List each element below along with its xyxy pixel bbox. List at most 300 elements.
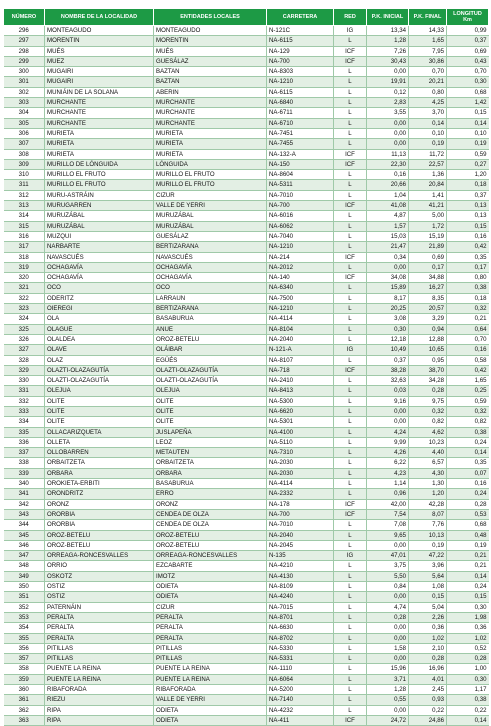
cell-red: L [334,664,367,674]
cell-localidad: ORONDRITZ [45,489,154,499]
table-row [4,582,489,592]
cell-pk-final: 0,15 [409,592,447,602]
cell-carretera: NA-132-A [267,149,334,159]
cell-pk-inicial: 24,72 [367,715,409,725]
cell-localidad: OLAZ [45,355,154,365]
cell-red: L [334,458,367,468]
cell-red: L [334,128,367,138]
cell-longitud: 0,18 [447,293,489,303]
cell-carretera: N-135 [267,551,334,561]
cell-pk-inicial: 12,18 [367,334,409,344]
cell-red: L [334,211,367,221]
cell-numero: 349 [4,571,45,581]
cell-entidades: ODIETA [154,705,267,715]
cell-localidad: OROZ-BETELU [45,530,154,540]
table-row [4,180,489,190]
cell-entidades: CENDEA DE OLZA [154,509,267,519]
cell-carretera: NA-700 [267,201,334,211]
cell-red: L [334,427,367,437]
cell-longitud: 0,21 [447,561,489,571]
table-row [4,170,489,180]
cell-entidades: MURIETA [154,128,267,138]
cell-longitud: 0,19 [447,139,489,149]
cell-pk-final: 4,30 [409,468,447,478]
cell-entidades: MONTEAGUDO [154,26,267,36]
header-longitud: LONGITUD Km [447,9,489,26]
cell-pk-final: 1,36 [409,170,447,180]
cell-carretera: NA-2040 [267,530,334,540]
cell-numero: 317 [4,242,45,252]
cell-pk-inicial: 0,96 [367,489,409,499]
cell-longitud: 1,65 [447,376,489,386]
cell-longitud: 0,35 [447,458,489,468]
cell-localidad: OLAZTI-OLAZAGUTÍA [45,365,154,375]
cell-carretera: NA-6710 [267,118,334,128]
cell-localidad: NAVASCUÉS [45,252,154,262]
cell-pk-final: 6,57 [409,458,447,468]
cell-longitud: 0,14 [447,715,489,725]
cell-red: L [334,304,367,314]
cell-localidad: ODERITZ [45,293,154,303]
cell-entidades: OLITE [154,417,267,427]
cell-pk-inicial: 10,49 [367,345,409,355]
cell-numero: 302 [4,87,45,97]
cell-pk-inicial: 0,00 [367,139,409,149]
cell-localidad: ORORBIA [45,509,154,519]
cell-carretera: NA-7455 [267,139,334,149]
cell-carretera: NA-5301 [267,417,334,427]
cell-pk-inicial: 0,37 [367,355,409,365]
cell-pk-final: 1,72 [409,221,447,231]
cell-pk-final: 10,65 [409,345,447,355]
table-row [4,386,489,396]
cell-carretera: NA-7310 [267,448,334,458]
cell-localidad: MURIETA [45,139,154,149]
cell-pk-final: 5,00 [409,211,447,221]
cell-numero: 336 [4,437,45,447]
cell-carretera: NA-1110 [267,664,334,674]
table-row [4,242,489,252]
cell-numero: 340 [4,479,45,489]
cell-numero: 337 [4,448,45,458]
cell-red: L [334,592,367,602]
cell-pk-inicial: 38,28 [367,365,409,375]
table-row [4,427,489,437]
cell-red: L [334,242,367,252]
cell-entidades: VALLE DE YERRI [154,201,267,211]
table-row [4,304,489,314]
cell-numero: 326 [4,334,45,344]
cell-entidades: ORONZ [154,499,267,509]
cell-localidad: OROKIETA-ERBITI [45,479,154,489]
cell-numero: 301 [4,77,45,87]
cell-pk-inicial: 6,22 [367,458,409,468]
cell-pk-inicial: 7,08 [367,520,409,530]
table-row [4,458,489,468]
cell-red: L [334,685,367,695]
cell-numero: 320 [4,273,45,283]
cell-localidad: OSTIZ [45,582,154,592]
cell-carretera: NA-5110 [267,437,334,447]
cell-pk-final: 5,04 [409,602,447,612]
cell-longitud: 0,24 [447,489,489,499]
cell-red: L [334,262,367,272]
table-row [4,530,489,540]
cell-longitud: 0,24 [447,437,489,447]
cell-carretera: NA-4232 [267,705,334,715]
cell-red: L [334,190,367,200]
cell-numero: 343 [4,509,45,519]
cell-pk-inicial: 0,00 [367,417,409,427]
cell-numero: 303 [4,98,45,108]
cell-entidades: ORREAGA-RONCESVALLES [154,551,267,561]
cell-pk-final: 7,95 [409,46,447,56]
cell-localidad: OROZ-BETELU [45,540,154,550]
cell-red: ICF [334,715,367,725]
cell-localidad: MUGAIRI [45,67,154,77]
table-header [4,9,489,26]
cell-carretera: NA-6340 [267,283,334,293]
cell-pk-final: 3,96 [409,561,447,571]
cell-carretera: NA-2030 [267,468,334,478]
cell-entidades: ERRO [154,489,267,499]
cell-red: L [334,437,367,447]
cell-localidad: MUGAIRI [45,77,154,87]
cell-carretera: NA-7500 [267,293,334,303]
cell-red: L [334,386,367,396]
cell-red: IG [334,551,367,561]
cell-pk-final: 2,45 [409,685,447,695]
cell-localidad: MURU-ASTRÁIN [45,190,154,200]
cell-pk-final: 0,28 [409,386,447,396]
cell-numero: 358 [4,664,45,674]
cell-entidades: CENDEA DE OLZA [154,520,267,530]
table-row [4,77,489,87]
table-row [4,479,489,489]
cell-longitud: 0,82 [447,417,489,427]
cell-longitud: 0,18 [447,180,489,190]
cell-longitud: 0,70 [447,67,489,77]
cell-red: L [334,231,367,241]
cell-carretera: NA-5330 [267,643,334,653]
cell-pk-final: 0,10 [409,128,447,138]
cell-red: L [334,468,367,478]
cell-red: L [334,98,367,108]
cell-entidades: PERALTA [154,623,267,633]
cell-localidad: OLAGUE [45,324,154,334]
cell-localidad: ORORBIA [45,520,154,530]
cell-entidades: OCHAGAVÍA [154,262,267,272]
cell-numero: 330 [4,376,45,386]
cell-numero: 361 [4,695,45,705]
cell-localidad: PUENTE LA REINA [45,674,154,684]
cell-localidad: OLLACARIZQUETA [45,427,154,437]
cell-longitud: 0,16 [447,479,489,489]
cell-pk-inicial: 0,00 [367,406,409,416]
cell-red: L [334,479,367,489]
table-row [4,685,489,695]
cell-localidad: PITILLAS [45,654,154,664]
cell-red: L [334,571,367,581]
cell-localidad: PERALTA [45,623,154,633]
cell-localidad: RIBAFORADA [45,685,154,695]
cell-red: ICF [334,149,367,159]
cell-pk-final: 0,22 [409,705,447,715]
cell-carretera: NA-140 [267,273,334,283]
cell-red: ICF [334,56,367,66]
cell-pk-inicial: 0,00 [367,118,409,128]
cell-red: L [334,623,367,633]
cell-numero: 335 [4,427,45,437]
cell-entidades: ODIETA [154,715,267,725]
cell-pk-inicial: 3,71 [367,674,409,684]
cell-entidades: ANUE [154,324,267,334]
table-row [4,654,489,664]
cell-pk-inicial: 8,17 [367,293,409,303]
cell-pk-final: 34,88 [409,273,447,283]
cell-pk-inicial: 1,57 [367,221,409,231]
cell-pk-inicial: 1,04 [367,190,409,200]
cell-localidad: OSTIZ [45,592,154,602]
cell-pk-final: 5,64 [409,571,447,581]
table-row [4,674,489,684]
cell-numero: 362 [4,705,45,715]
cell-pk-inicial: 9,16 [367,396,409,406]
cell-longitud: 0,21 [447,314,489,324]
cell-red: L [334,108,367,118]
cell-pk-inicial: 13,34 [367,26,409,36]
cell-pk-inicial: 15,89 [367,283,409,293]
cell-numero: 300 [4,67,45,77]
cell-carretera: N-121-A [267,345,334,355]
table-row [4,448,489,458]
cell-red: L [334,221,367,231]
cell-carretera: NA-6115 [267,36,334,46]
cell-longitud: 0,32 [447,304,489,314]
cell-pk-inicial: 0,00 [367,540,409,550]
cell-entidades: JUSLAPEÑA [154,427,267,437]
cell-red: L [334,170,367,180]
table-row [4,128,489,138]
cell-red: L [334,654,367,664]
cell-numero: 352 [4,602,45,612]
cell-entidades: OCO [154,283,267,293]
cell-pk-inicial: 15,96 [367,664,409,674]
cell-pk-final: 4,40 [409,448,447,458]
cell-entidades: GUESÁLAZ [154,231,267,241]
cell-numero: 313 [4,201,45,211]
table-row [4,406,489,416]
cell-localidad: OIEREGI [45,304,154,314]
cell-carretera: NA-6115 [267,87,334,97]
cell-pk-inicial: 1,14 [367,479,409,489]
table-row [4,623,489,633]
cell-entidades: BAZTAN [154,77,267,87]
cell-numero: 356 [4,643,45,653]
table-row [4,571,489,581]
table-row [4,489,489,499]
cell-numero: 322 [4,293,45,303]
cell-numero: 350 [4,582,45,592]
cell-entidades: PUENTE LA REINA [154,674,267,684]
cell-entidades: BAZTAN [154,67,267,77]
cell-carretera: NA-7010 [267,190,334,200]
cell-numero: 304 [4,108,45,118]
cell-carretera: NA-700 [267,56,334,66]
cell-numero: 363 [4,715,45,725]
cell-entidades: METAUTEN [154,448,267,458]
cell-entidades: PERALTA [154,612,267,622]
cell-longitud: 0,38 [447,695,489,705]
cell-entidades: VALLE DE YERRI [154,695,267,705]
cell-localidad: OLLOBARREN [45,448,154,458]
cell-localidad: MONTEAGUDO [45,26,154,36]
cell-carretera: NA-8604 [267,170,334,180]
cell-numero: 360 [4,685,45,695]
table-row [4,324,489,334]
cell-carretera: NA-700 [267,509,334,519]
table-row [4,664,489,674]
cell-carretera: NA-1210 [267,77,334,87]
table-row [4,540,489,550]
cell-pk-inicial: 47,01 [367,551,409,561]
cell-pk-final: 14,33 [409,26,447,36]
cell-entidades: PERALTA [154,633,267,643]
cell-pk-inicial: 0,34 [367,252,409,262]
cell-red: L [334,633,367,643]
cell-pk-final: 10,13 [409,530,447,540]
cell-localidad: OLITE [45,406,154,416]
cell-numero: 327 [4,345,45,355]
cell-numero: 297 [4,36,45,46]
cell-localidad: RIPA [45,715,154,725]
table-row [4,98,489,108]
cell-pk-final: 0,32 [409,406,447,416]
cell-carretera: NA-2012 [267,262,334,272]
cell-pk-inicial: 11,13 [367,149,409,159]
cell-longitud: 0,68 [447,87,489,97]
cell-pk-final: 0,82 [409,417,447,427]
cell-carretera: NA-5200 [267,685,334,695]
table-row [4,602,489,612]
table-row [4,159,489,169]
cell-carretera: NA-6711 [267,108,334,118]
cell-entidades: CIZUR [154,602,267,612]
cell-pk-final: 0,69 [409,252,447,262]
cell-longitud: 0,22 [447,705,489,715]
cell-longitud: 0,07 [447,468,489,478]
cell-localidad: OLITE [45,417,154,427]
cell-carretera: N-121C [267,26,334,36]
cell-longitud: 0,59 [447,396,489,406]
cell-pk-inicial: 1,28 [367,36,409,46]
cell-pk-inicial: 0,00 [367,705,409,715]
cell-red: L [334,602,367,612]
cell-pk-final: 16,96 [409,664,447,674]
cell-pk-final: 1,02 [409,633,447,643]
cell-longitud: 0,35 [447,252,489,262]
table-row [4,108,489,118]
cell-numero: 312 [4,190,45,200]
cell-red: L [334,705,367,715]
cell-numero: 347 [4,551,45,561]
cell-entidades: ORBARA [154,468,267,478]
cell-entidades: MURCHANTE [154,98,267,108]
cell-longitud: 0,48 [447,530,489,540]
table-row [4,551,489,561]
cell-numero: 359 [4,674,45,684]
table-row [4,293,489,303]
cell-pk-final: 0,14 [409,118,447,128]
cell-entidades: PUENTE LA REINA [154,664,267,674]
table-row [4,417,489,427]
cell-carretera: NA-8109 [267,582,334,592]
cell-carretera: NA-4130 [267,571,334,581]
cell-localidad: MUEZ [45,56,154,66]
cell-carretera: NA-1210 [267,304,334,314]
table-row [4,715,489,725]
cell-longitud: 1,17 [447,685,489,695]
cell-numero: 314 [4,211,45,221]
table-row [4,46,489,56]
table-row [4,231,489,241]
cell-carretera: NA-129 [267,46,334,56]
cell-pk-final: 1,20 [409,489,447,499]
cell-entidades: MURCHANTE [154,118,267,128]
cell-entidades: OLITE [154,406,267,416]
cell-localidad: ORBARA [45,468,154,478]
cell-red: L [334,417,367,427]
cell-longitud: 0,68 [447,520,489,530]
table-row [4,355,489,365]
table-row [4,633,489,643]
cell-longitud: 0,69 [447,46,489,56]
cell-localidad: MURUZÁBAL [45,221,154,231]
cell-pk-final: 0,19 [409,540,447,550]
table-row [4,283,489,293]
cell-pk-inicial: 4,87 [367,211,409,221]
table-row [4,592,489,602]
cell-pk-inicial: 0,16 [367,170,409,180]
table-row [4,262,489,272]
cell-localidad: MURILLO EL FRUTO [45,180,154,190]
cell-entidades: BERTIZARANA [154,242,267,252]
cell-entidades: LEOZ [154,437,267,447]
cell-red: L [334,520,367,530]
cell-red: L [334,530,367,540]
table-row [4,67,489,77]
cell-pk-inicial: 0,28 [367,612,409,622]
cell-red: L [334,283,367,293]
cell-longitud: 0,38 [447,427,489,437]
header-carretera: CARRETERA [267,9,334,26]
cell-entidades: OLAZTI-OLAZAGUTÍA [154,376,267,386]
cell-pk-inicial: 9,65 [367,530,409,540]
cell-localidad: OSKOTZ [45,571,154,581]
cell-carretera: NA-2045 [267,540,334,550]
cell-carretera: NA-8104 [267,324,334,334]
table-row [4,87,489,97]
cell-carretera: NA-8303 [267,67,334,77]
cell-localidad: MURUGARREN [45,201,154,211]
cell-red: ICF [334,46,367,56]
table-row [4,118,489,128]
cell-entidades: EZCABARTE [154,561,267,571]
cell-numero: 323 [4,304,45,314]
cell-longitud: 0,21 [447,551,489,561]
cell-longitud: 0,24 [447,582,489,592]
cell-pk-final: 2,10 [409,643,447,653]
